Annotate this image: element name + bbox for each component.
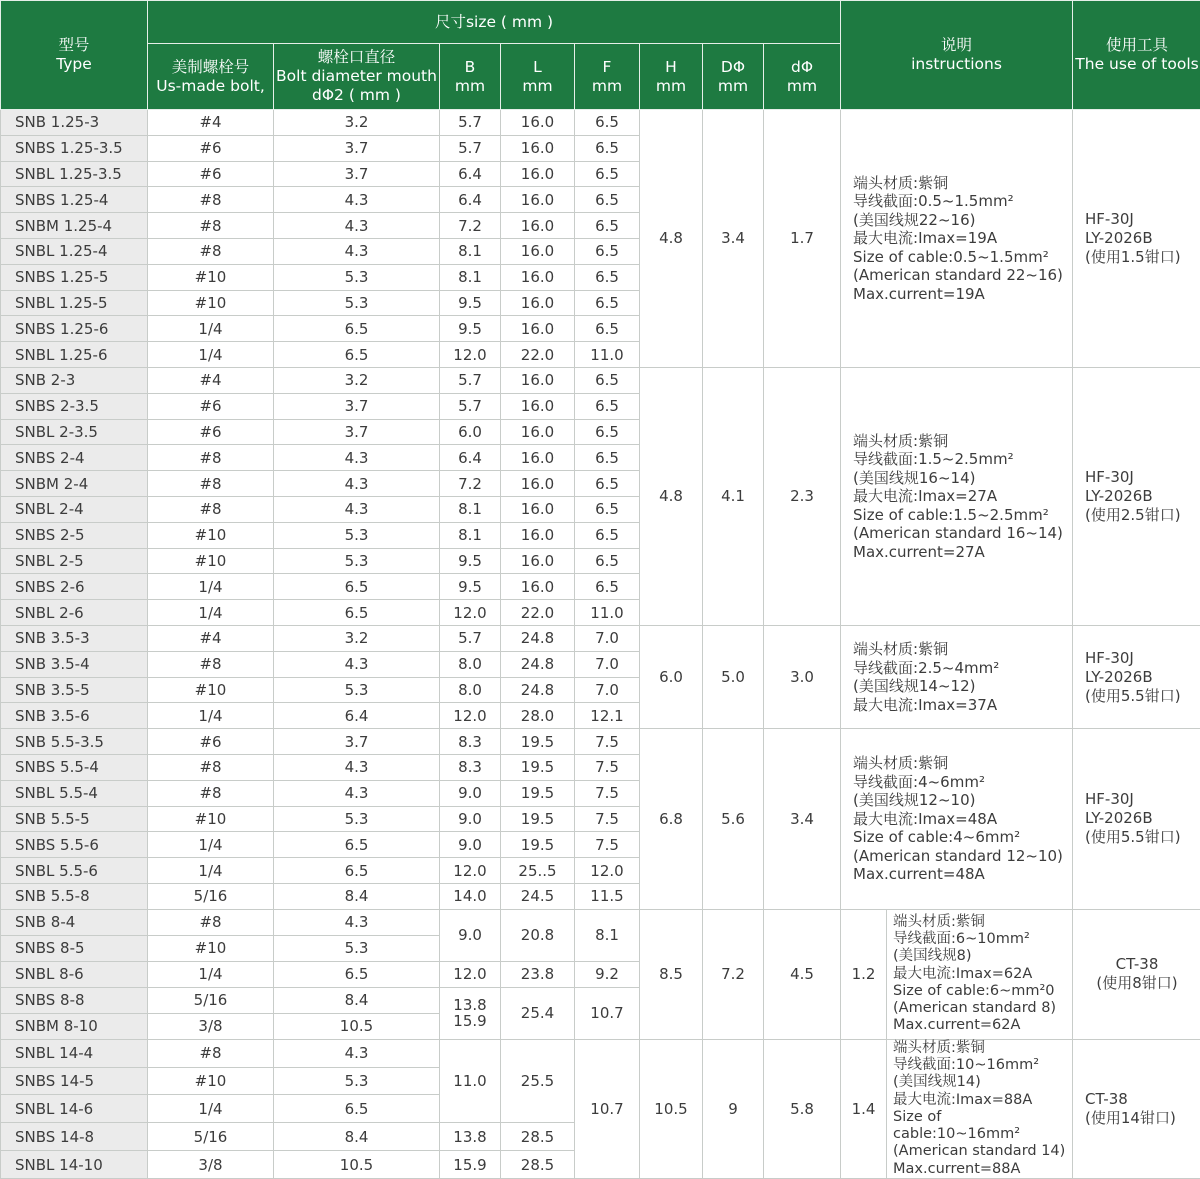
tools-cell: HF-30J LY-2026B (使用2.5钳口)	[1073, 367, 1200, 625]
d-outer-cell: 3.4	[703, 110, 764, 368]
f-cell: 10.7	[575, 1039, 640, 1178]
diameter-cell: 5.3	[274, 935, 440, 961]
d-inner-cell: 4.5	[764, 909, 841, 1039]
bolt-cell: #10	[148, 677, 274, 703]
b-cell: 8.1	[440, 264, 501, 290]
h-cell: 8.5	[640, 909, 703, 1039]
d-inner-cell: 1.7	[764, 110, 841, 368]
bolt-cell: 3/8	[148, 1151, 274, 1179]
b-cell: 9.5	[440, 574, 501, 600]
l-cell: 25.4	[501, 987, 575, 1039]
f-cell: 6.5	[575, 238, 640, 264]
type-cell: SNBS 8-5	[1, 935, 148, 961]
bolt-cell: #8	[148, 651, 274, 677]
bolt-cell: #8	[148, 1039, 274, 1067]
type-cell: SNB 3.5-5	[1, 677, 148, 703]
diameter-cell: 6.5	[274, 600, 440, 626]
l-cell: 19.5	[501, 780, 575, 806]
header-h: H mm	[640, 44, 703, 110]
diameter-cell: 4.3	[274, 238, 440, 264]
diameter-cell: 8.4	[274, 883, 440, 909]
diameter-cell: 6.5	[274, 832, 440, 858]
bolt-cell: #6	[148, 393, 274, 419]
diameter-cell: 5.3	[274, 806, 440, 832]
table-row	[1, 729, 1200, 755]
diameter-cell: 3.2	[274, 367, 440, 393]
diameter-cell: 5.3	[274, 264, 440, 290]
l-cell: 24.8	[501, 651, 575, 677]
b-cell: 5.7	[440, 135, 501, 161]
f-cell: 7.5	[575, 806, 640, 832]
b-cell: 12.0	[440, 342, 501, 368]
f-cell: 6.5	[575, 471, 640, 497]
f-cell: 6.5	[575, 393, 640, 419]
f-cell: 6.5	[575, 445, 640, 471]
diameter-cell: 10.5	[274, 1013, 440, 1039]
f-cell: 11.5	[575, 883, 640, 909]
d-outer-cell: 5.0	[703, 625, 764, 728]
diameter-cell: 5.3	[274, 1067, 440, 1095]
type-cell: SNBS 5.5-6	[1, 832, 148, 858]
l-cell: 16.0	[501, 471, 575, 497]
diameter-cell: 3.7	[274, 161, 440, 187]
type-cell: SNBL 1.25-4	[1, 238, 148, 264]
b-cell: 9.0	[440, 806, 501, 832]
bolt-cell: 1/4	[148, 316, 274, 342]
f-cell: 7.5	[575, 754, 640, 780]
type-cell: SNB 5.5-8	[1, 883, 148, 909]
f-cell: 12.0	[575, 858, 640, 884]
bolt-cell: #10	[148, 1067, 274, 1095]
diameter-cell: 3.7	[274, 135, 440, 161]
diameter-cell: 4.3	[274, 651, 440, 677]
l-cell: 16.0	[501, 187, 575, 213]
type-cell: SNBL 14-10	[1, 1151, 148, 1179]
diameter-cell: 8.4	[274, 987, 440, 1013]
bolt-cell: #6	[148, 729, 274, 755]
table-body	[1, 110, 1200, 910]
h-cell: 4.8	[640, 367, 703, 625]
diameter-cell: 5.3	[274, 548, 440, 574]
header-l: L mm	[501, 44, 575, 110]
diameter-cell: 6.4	[274, 703, 440, 729]
b-cell: 6.0	[440, 419, 501, 445]
f-cell: 6.5	[575, 316, 640, 342]
diameter-cell: 3.7	[274, 393, 440, 419]
bolt-cell: #8	[148, 754, 274, 780]
diameter-cell: 4.3	[274, 496, 440, 522]
l-cell: 19.5	[501, 729, 575, 755]
type-cell: SNBS 14-8	[1, 1123, 148, 1151]
d-outer-cell: 7.2	[703, 909, 764, 1039]
header-d-inner: dΦ mm	[764, 44, 841, 110]
bolt-cell: #8	[148, 187, 274, 213]
type-cell: SNB 3.5-6	[1, 703, 148, 729]
diameter-cell: 8.4	[274, 1123, 440, 1151]
f-cell: 6.5	[575, 264, 640, 290]
table-row	[1, 367, 1200, 393]
h-cell: 6.0	[640, 625, 703, 728]
type-cell: SNBL 8-6	[1, 961, 148, 987]
type-cell: SNBS 5.5-4	[1, 754, 148, 780]
d-outer-cell: 4.1	[703, 367, 764, 625]
type-cell: SNBM 1.25-4	[1, 213, 148, 239]
diameter-cell: 6.5	[274, 316, 440, 342]
bolt-cell: 1/4	[148, 703, 274, 729]
d-inner-cell: 3.4	[764, 729, 841, 910]
tools-cell: HF-30J LY-2026B (使用1.5钳口)	[1073, 110, 1200, 368]
header-f: F mm	[575, 44, 640, 110]
type-cell: SNBL 2-4	[1, 496, 148, 522]
header-d-outer: DΦ mm	[703, 44, 764, 110]
type-cell: SNB 5.5-5	[1, 806, 148, 832]
diameter-cell: 4.3	[274, 445, 440, 471]
tools-cell: CT-38 (使用14钳口)	[1073, 1039, 1200, 1178]
b-cell: 13.8 15.9	[440, 987, 501, 1039]
f-cell: 11.0	[575, 342, 640, 368]
bolt-cell: #8	[148, 238, 274, 264]
f-cell: 6.5	[575, 161, 640, 187]
type-cell: SNBS 8-8	[1, 987, 148, 1013]
l-cell: 16.0	[501, 135, 575, 161]
type-cell: SNBL 1.25-3.5	[1, 161, 148, 187]
type-cell: SNB 2-3	[1, 367, 148, 393]
diameter-cell: 3.2	[274, 625, 440, 651]
type-cell: SNBS 1.25-3.5	[1, 135, 148, 161]
diameter-cell: 5.3	[274, 677, 440, 703]
d-inner-cell: 2.3	[764, 367, 841, 625]
type-cell: SNBL 1.25-5	[1, 290, 148, 316]
bolt-cell: #6	[148, 419, 274, 445]
bolt-cell: 1/4	[148, 600, 274, 626]
bolt-cell: #8	[148, 213, 274, 239]
l-cell: 16.0	[501, 393, 575, 419]
d-inner-cell: 5.8	[764, 1039, 841, 1178]
bolt-cell: #8	[148, 496, 274, 522]
bolt-cell: #4	[148, 110, 274, 136]
b-cell: 11.0	[440, 1039, 501, 1123]
bolt-cell: 5/16	[148, 1123, 274, 1151]
type-cell: SNBM 2-4	[1, 471, 148, 497]
b-cell: 8.3	[440, 754, 501, 780]
type-cell: SNBM 8-10	[1, 1013, 148, 1039]
b-cell: 6.4	[440, 161, 501, 187]
header-b: B mm	[440, 44, 501, 110]
f-cell: 7.0	[575, 651, 640, 677]
table-row	[1, 625, 1200, 651]
bolt-cell: #10	[148, 290, 274, 316]
table-row	[1, 110, 1200, 136]
l-cell: 28.5	[501, 1151, 575, 1179]
tools-cell: HF-30J LY-2026B (使用5.5钳口)	[1073, 729, 1200, 910]
diameter-cell: 6.5	[274, 574, 440, 600]
f-cell: 6.5	[575, 187, 640, 213]
header-type: 型号 Type	[1, 1, 148, 110]
d-outer-cell: 9	[703, 1039, 764, 1178]
bolt-cell: #6	[148, 161, 274, 187]
bolt-cell: 5/16	[148, 987, 274, 1013]
l-cell: 19.5	[501, 806, 575, 832]
f-cell: 9.2	[575, 961, 640, 987]
type-cell: SNBS 1.25-5	[1, 264, 148, 290]
b-cell: 12.0	[440, 600, 501, 626]
l-cell: 16.0	[501, 548, 575, 574]
bolt-cell: #10	[148, 548, 274, 574]
diameter-cell: 4.3	[274, 213, 440, 239]
diameter-cell: 4.3	[274, 471, 440, 497]
l-cell: 16.0	[501, 419, 575, 445]
type-cell: SNB 3.5-4	[1, 651, 148, 677]
l-cell: 16.0	[501, 574, 575, 600]
d-inner-cell: 3.0	[764, 625, 841, 728]
b-cell: 9.5	[440, 548, 501, 574]
bolt-cell: #4	[148, 625, 274, 651]
type-cell: SNBL 5.5-6	[1, 858, 148, 884]
l-cell: 28.0	[501, 703, 575, 729]
l-cell: 22.0	[501, 342, 575, 368]
b-cell: 8.3	[440, 729, 501, 755]
diameter-cell: 10.5	[274, 1151, 440, 1179]
bolt-cell: #8	[148, 909, 274, 935]
extra-dimension-cell: 1.4	[841, 1039, 887, 1178]
bolt-cell: #8	[148, 471, 274, 497]
b-cell: 14.0	[440, 883, 501, 909]
bolt-cell: 1/4	[148, 832, 274, 858]
bolt-cell: 5/16	[148, 883, 274, 909]
bolt-cell: 1/4	[148, 858, 274, 884]
diameter-cell: 5.3	[274, 522, 440, 548]
type-cell: SNBS 2-6	[1, 574, 148, 600]
bolt-cell: #10	[148, 264, 274, 290]
header-size-group: 尺寸size ( mm )	[148, 1, 841, 44]
f-cell: 6.5	[575, 135, 640, 161]
b-cell: 7.2	[440, 213, 501, 239]
type-cell: SNBL 1.25-6	[1, 342, 148, 368]
b-cell: 9.5	[440, 316, 501, 342]
diameter-cell: 6.5	[274, 858, 440, 884]
b-cell: 8.1	[440, 522, 501, 548]
l-cell: 25..5	[501, 858, 575, 884]
l-cell: 16.0	[501, 213, 575, 239]
b-cell: 5.7	[440, 625, 501, 651]
f-cell: 6.5	[575, 213, 640, 239]
b-cell: 6.4	[440, 187, 501, 213]
extra-dimension-cell: 1.2	[841, 909, 887, 1039]
h-cell: 6.8	[640, 729, 703, 910]
header-instructions: 说明 instructions	[841, 1, 1073, 110]
l-cell: 16.0	[501, 161, 575, 187]
l-cell: 22.0	[501, 600, 575, 626]
bolt-cell: #6	[148, 135, 274, 161]
instructions-cell: 端头材质:紫铜 导线截面:2.5~4mm² (美国线规14~12) 最大电流:Imax=37A	[841, 625, 1073, 728]
b-cell: 8.0	[440, 651, 501, 677]
type-cell: SNBL 5.5-4	[1, 780, 148, 806]
f-cell: 7.0	[575, 625, 640, 651]
diameter-cell: 6.5	[274, 342, 440, 368]
type-cell: SNBS 1.25-6	[1, 316, 148, 342]
type-cell: SNBL 2-5	[1, 548, 148, 574]
bolt-cell: 1/4	[148, 1095, 274, 1123]
header-tools: 使用工具 The use of tools	[1073, 1, 1200, 110]
table-header	[1, 1, 1200, 110]
l-cell: 16.0	[501, 110, 575, 136]
bolt-cell: 3/8	[148, 1013, 274, 1039]
f-cell: 6.5	[575, 367, 640, 393]
diameter-cell: 5.3	[274, 290, 440, 316]
l-cell: 16.0	[501, 290, 575, 316]
b-cell: 5.7	[440, 367, 501, 393]
b-cell: 9.5	[440, 290, 501, 316]
bolt-cell: #10	[148, 522, 274, 548]
diameter-cell: 4.3	[274, 187, 440, 213]
l-cell: 16.0	[501, 316, 575, 342]
f-cell: 6.5	[575, 522, 640, 548]
b-cell: 12.0	[440, 961, 501, 987]
l-cell: 24.8	[501, 625, 575, 651]
tools-cell: CT-38 (使用8钳口)	[1073, 909, 1200, 1039]
instructions-cell: 端头材质:紫铜 导线截面:6~10mm² (美国线规8) 最大电流:Imax=62A Size of cable:6~mm²0 (American standard 8) Max.current=62A	[887, 909, 1073, 1039]
f-cell: 6.5	[575, 574, 640, 600]
diameter-cell: 3.7	[274, 729, 440, 755]
l-cell: 20.8	[501, 909, 575, 961]
diameter-cell: 3.7	[274, 419, 440, 445]
diameter-cell: 6.5	[274, 1095, 440, 1123]
b-cell: 15.9	[440, 1151, 501, 1179]
diameter-cell: 3.2	[274, 110, 440, 136]
b-cell: 6.4	[440, 445, 501, 471]
diameter-cell: 4.3	[274, 780, 440, 806]
h-cell: 10.5	[640, 1039, 703, 1178]
type-cell: SNBL 2-3.5	[1, 419, 148, 445]
b-cell: 13.8	[440, 1123, 501, 1151]
f-cell: 6.5	[575, 110, 640, 136]
bolt-cell: #4	[148, 367, 274, 393]
b-cell: 5.7	[440, 393, 501, 419]
b-cell: 8.1	[440, 238, 501, 264]
f-cell: 7.5	[575, 729, 640, 755]
b-cell: 8.1	[440, 496, 501, 522]
l-cell: 16.0	[501, 522, 575, 548]
bolt-cell: #8	[148, 780, 274, 806]
b-cell: 8.0	[440, 677, 501, 703]
header-bolt-diameter: 螺栓口直径 Bolt diameter mouth dΦ2 ( mm )	[274, 44, 440, 110]
l-cell: 19.5	[501, 754, 575, 780]
l-cell: 24.8	[501, 677, 575, 703]
type-cell: SNB 3.5-3	[1, 625, 148, 651]
type-cell: SNB 5.5-3.5	[1, 729, 148, 755]
f-cell: 7.5	[575, 780, 640, 806]
header-bolt: 美制螺栓号 Us-made bolt,	[148, 44, 274, 110]
type-cell: SNB 1.25-3	[1, 110, 148, 136]
l-cell: 16.0	[501, 445, 575, 471]
l-cell: 16.0	[501, 496, 575, 522]
instructions-cell: 端头材质:紫铜 导线截面:1.5~2.5mm² (美国线规16~14) 最大电流:Imax=27A Size of cable:1.5~2.5mm² (American standard 16~14) Max.current=27A	[841, 367, 1073, 625]
l-cell: 28.5	[501, 1123, 575, 1151]
h-cell: 4.8	[640, 110, 703, 368]
l-cell: 16.0	[501, 264, 575, 290]
bolt-cell: 1/4	[148, 342, 274, 368]
f-cell: 7.0	[575, 677, 640, 703]
diameter-cell: 4.3	[274, 909, 440, 935]
l-cell: 23.8	[501, 961, 575, 987]
type-cell: SNBL 2-6	[1, 600, 148, 626]
instructions-cell: 端头材质:紫铜 导线截面:4~6mm² (美国线规12~10) 最大电流:Imax=48A Size of cable:4~6mm² (American standard 12~10) Max.current=48A	[841, 729, 1073, 910]
b-cell: 9.0	[440, 909, 501, 961]
diameter-cell: 4.3	[274, 1039, 440, 1067]
f-cell: 6.5	[575, 290, 640, 316]
f-cell: 6.5	[575, 419, 640, 445]
l-cell: 16.0	[501, 238, 575, 264]
l-cell: 24.5	[501, 883, 575, 909]
type-cell: SNBS 14-5	[1, 1067, 148, 1095]
l-cell: 16.0	[501, 367, 575, 393]
f-cell: 8.1	[575, 909, 640, 961]
f-cell: 7.5	[575, 832, 640, 858]
group-8-body	[1, 909, 1200, 1039]
f-cell: 6.5	[575, 548, 640, 574]
diameter-cell: 6.5	[274, 961, 440, 987]
type-cell: SNBS 2-3.5	[1, 393, 148, 419]
d-outer-cell: 5.6	[703, 729, 764, 910]
b-cell: 9.0	[440, 780, 501, 806]
type-cell: SNB 8-4	[1, 909, 148, 935]
type-cell: SNBS 1.25-4	[1, 187, 148, 213]
f-cell: 6.5	[575, 496, 640, 522]
f-cell: 10.7	[575, 987, 640, 1039]
diameter-cell: 4.3	[274, 754, 440, 780]
bolt-cell: 1/4	[148, 961, 274, 987]
bolt-cell: #8	[148, 445, 274, 471]
f-cell: 11.0	[575, 600, 640, 626]
group-14-body	[1, 1039, 1200, 1178]
tools-cell: HF-30J LY-2026B (使用5.5钳口)	[1073, 625, 1200, 728]
bolt-cell: #10	[148, 806, 274, 832]
l-cell: 19.5	[501, 832, 575, 858]
f-cell: 12.1	[575, 703, 640, 729]
b-cell: 5.7	[440, 110, 501, 136]
type-cell: SNBS 2-5	[1, 522, 148, 548]
instructions-cell: 端头材质:紫铜 导线截面:0.5~1.5mm² (美国线规22~16) 最大电流:Imax=19A Size of cable:0.5~1.5mm² (American standard 22~16) Max.current=19A	[841, 110, 1073, 368]
b-cell: 12.0	[440, 858, 501, 884]
b-cell: 7.2	[440, 471, 501, 497]
type-cell: SNBL 14-4	[1, 1039, 148, 1067]
type-cell: SNBL 14-6	[1, 1095, 148, 1123]
bolt-cell: #10	[148, 935, 274, 961]
b-cell: 12.0	[440, 703, 501, 729]
bolt-cell: 1/4	[148, 574, 274, 600]
l-cell: 25.5	[501, 1039, 575, 1123]
type-cell: SNBS 2-4	[1, 445, 148, 471]
b-cell: 9.0	[440, 832, 501, 858]
instructions-cell: 端头材质:紫铜 导线截面:10~16mm² (美国线规14) 最大电流:Imax=88A Size of cable:10~16mm² (American standard 14) Max.current=88A	[887, 1039, 1073, 1178]
